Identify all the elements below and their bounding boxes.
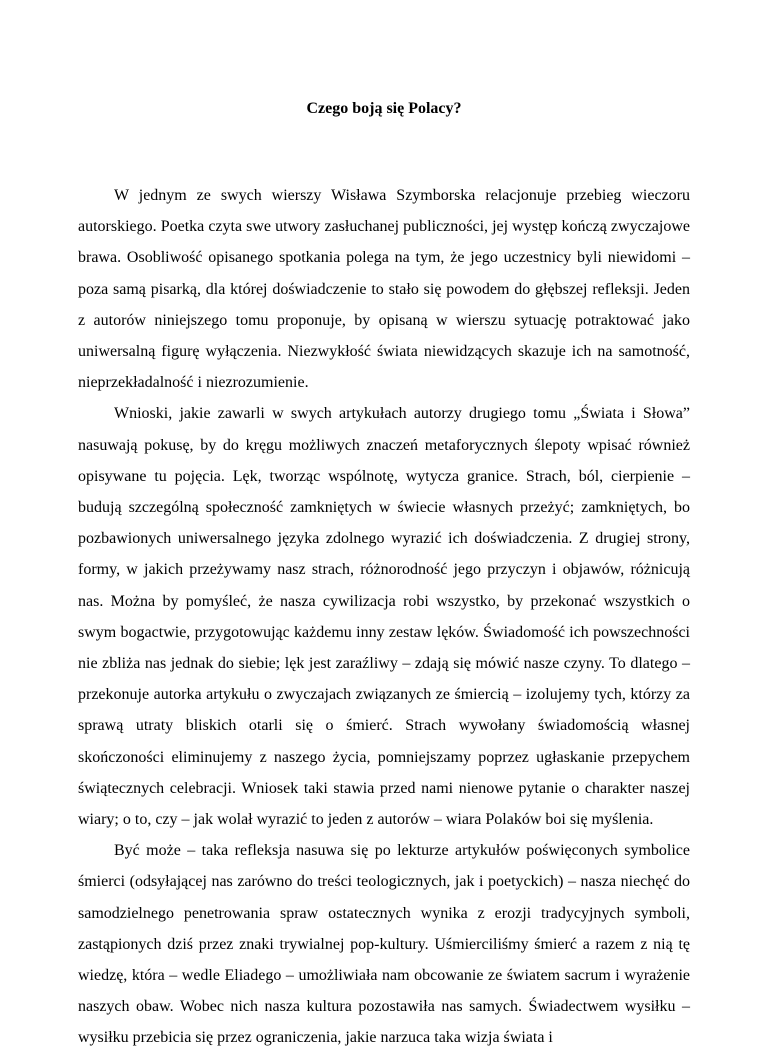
paragraph-3: Być może – taka refleksja nasuwa się po lekturze artykułów poświęconych symbolice śmierci (odsyłającej nas zarówno do treści teologicznych, jak i poetyckich) – nasza niechęć do samodzielnego penetrowania spraw ostatecznych wynika z erozji tradycyjnych symboli, zastąpionych dziś przez znaki trywialnej pop-kultury. Uśmierciliśmy śmierć a razem z nią tę wiedzę, która – wedle Eliadego – umożliwiała nam obcowanie ze światem sacrum i wyrażenie naszych obaw. Wobec nich nasza kultura pozostawiła nas samych. Świadectwem wysiłku – wysiłku przebicia się przez ograniczenia, jakie narzuca taka wizja świata i xyxy=(78,842,690,1047)
document-title: Czego boją się Polacy? xyxy=(306,100,462,117)
document-body xyxy=(78,180,690,1054)
paragraph-2: Wnioski, jakie zawarli w swych artykułach autorzy drugiego tomu „Świata i Słowa” nasuwają pokusę, by do kręgu możliwych znaczeń metaforycznych ślepoty wpisać również opisywane tu pojęcia. Lęk, tworząc wspólnotę, wytycza granice. Strach, ból, cierpienie – budują szczególną społeczność zamkniętych w świecie własnych przeżyć; zamkniętych, bo pozbawionych uniwersalnego języka zdolnego wyrazić ich doświadczenia. Z drugiej strony, formy, w jakich przeżywamy nasz strach, różnorodność jego przyczyn i objawów, różnicują nas. Można by pomyśleć, że nasza cywilizacja robi wszystko, by przekonać wszystkich o swym bogactwie, przygotowując każdemu inny zestaw lęków. Świadomość ich powszechności nie zbliża nas jednak do siebie; lęk jest zaraźliwy – zdają się mówić nasze czyny. To dlatego – przekonuje autorka artykułu o zwyczajach związanych ze śmiercią – izolujemy tych, którzy za sprawą utraty bliskich otarli się o śmierć. Strach wywołany świadomością własnej skończoności eliminujemy z naszego życia, pomniejszamy poprzez ugłaskanie przepychem świątecznych celebracji. Wniosek taki stawia przed nami nienowe pytanie o charakter naszej wiary; o to, czy – jak wolał wyrazić to jeden z autorów – wiara Polaków boi się myślenia. xyxy=(78,405,690,829)
paragraph-1: W jednym ze swych wierszy Wisława Szymborska relacjonuje przebieg wieczoru autorskiego. Poetka czyta swe utwory zasłuchanej publiczności, jej występ kończą zwyczajowe brawa. Osobliwość opisanego spotkania polega na tym, że jego uczestnicy byli niewidomi – poza samą pisarką, dla której doświadczenie to stało się powodem do głębszej refleksji. Jeden z autorów niniejszego tomu proponuje, by opisaną w wierszu sytuację potraktować jako uniwersalną figurę wyłączenia. Niezwykłość świata niewidzących skazuje ich na samotność, nieprzekładalność i niezrozumienie. xyxy=(78,187,690,392)
